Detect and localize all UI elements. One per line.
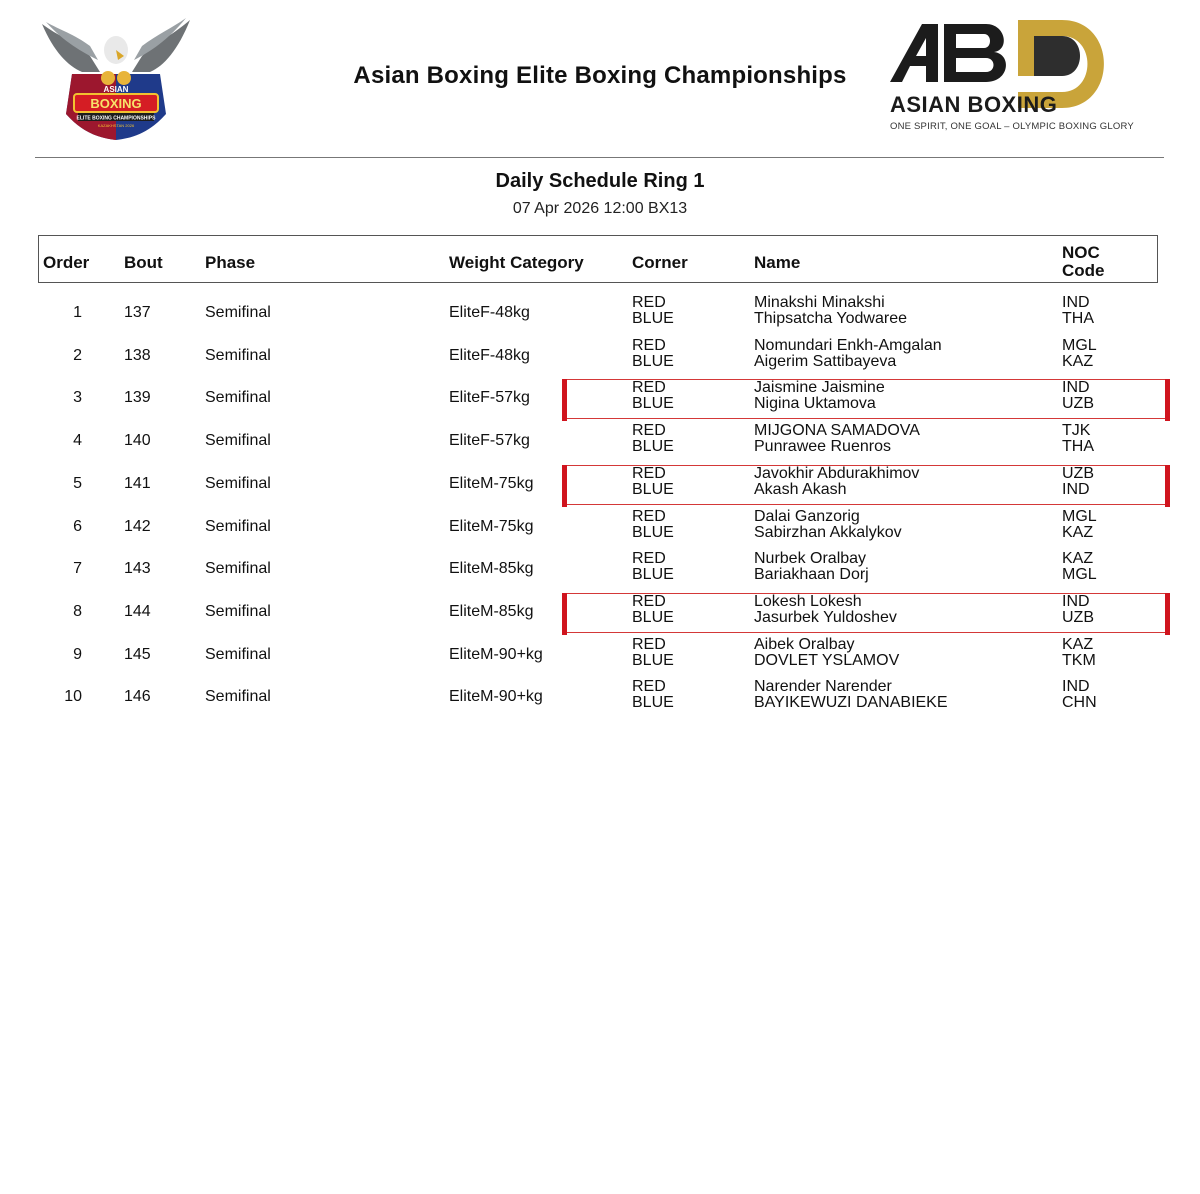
col-order-header: Order (43, 253, 90, 272)
cell-weight: EliteF-57kg (449, 389, 530, 407)
cell-noc (1062, 679, 1097, 711)
cell-noc-red: KAZ (1062, 635, 1094, 653)
asian-boxing-championships-logo (38, 16, 194, 142)
cell-weight: EliteM-75kg (449, 517, 534, 535)
cell-corner-red: RED (632, 592, 666, 610)
cell-name-blue: Punrawee Ruenros (754, 438, 891, 456)
cell-phase: Semifinal (205, 602, 271, 620)
cell-noc (1062, 551, 1097, 583)
table-row (38, 509, 1168, 549)
cell-weight: EliteM-85kg (449, 602, 534, 620)
table-row (38, 637, 1168, 677)
cell-name (754, 380, 885, 412)
cell-name (754, 509, 902, 541)
col-noc-header-line2: Code (1062, 261, 1105, 280)
cell-name-blue: Bariakhaan Dorj (754, 566, 869, 584)
logo-text-championships: ELITE BOXING CHAMPIONSHIPS (76, 115, 156, 122)
cell-noc (1062, 466, 1094, 498)
cell-name-red: Aibek Oralbay (754, 635, 855, 653)
cell-name-red: MIJGONA SAMADOVA (754, 422, 920, 440)
cell-noc (1062, 509, 1097, 541)
cell-name-blue: Jasurbek Yuldoshev (754, 608, 897, 626)
cell-corner-blue: BLUE (632, 352, 674, 370)
schedule-title: Daily Schedule Ring 1 (495, 170, 705, 192)
cell-name (754, 338, 942, 370)
cell-corner-blue: BLUE (632, 651, 674, 669)
cell-corner (632, 637, 674, 669)
cell-name (754, 423, 920, 455)
cell-order: 4 (73, 432, 82, 450)
cell-corner-blue: BLUE (632, 694, 674, 712)
cell-name-red: Lokesh Lokesh (754, 592, 862, 610)
cell-noc-blue: THA (1062, 438, 1094, 456)
cell-order: 2 (73, 346, 82, 364)
eagle-emblem-icon (42, 18, 190, 140)
cell-noc (1062, 295, 1094, 327)
cell-phase: Semifinal (205, 304, 271, 321)
cell-phase: Semifinal (205, 645, 271, 663)
table-row (38, 551, 1168, 591)
cell-phase: Semifinal (205, 517, 271, 535)
cell-name (754, 637, 899, 669)
cell-noc-blue: THA (1062, 310, 1094, 327)
cell-corner-red: RED (632, 422, 666, 440)
table-row (38, 679, 1168, 719)
cell-weight: EliteM-90+kg (449, 645, 543, 663)
cell-bout: 137 (124, 304, 151, 321)
cell-name-blue: DOVLET YSLAMOV (754, 651, 900, 669)
schedule-subtitle: 07 Apr 2026 12:00 BX13 (512, 200, 688, 217)
cell-name-blue: Nigina Uktamova (754, 395, 876, 413)
cell-noc-blue: KAZ (1062, 352, 1094, 370)
table-row (38, 594, 1168, 634)
cell-phase: Semifinal (205, 560, 271, 578)
cell-bout: 145 (124, 645, 151, 663)
cell-name (754, 679, 948, 711)
cell-corner (632, 295, 674, 327)
table-row (38, 380, 1168, 420)
cell-corner-blue: BLUE (632, 566, 674, 584)
cell-corner (632, 338, 674, 370)
abd-logo (886, 16, 1138, 136)
abd-logo-tagline: ONE SPIRIT, ONE GOAL – OLYMPIC BOXING GLORY (890, 121, 1134, 132)
cell-noc (1062, 637, 1096, 669)
abd-logo-name: ASIAN BOXING (890, 92, 1058, 117)
cell-corner (632, 466, 674, 498)
championship-title: Asian Boxing Elite Boxing Championships (353, 62, 847, 89)
cell-phase: Semifinal (205, 474, 271, 492)
cell-name-red: Minakshi Minakshi (754, 294, 885, 311)
col-weight-header: Weight Category (449, 253, 584, 272)
cell-name-red: Dalai Ganzorig (754, 507, 860, 525)
cell-noc (1062, 423, 1094, 455)
cell-phase: Semifinal (205, 389, 271, 407)
col-phase-header: Phase (205, 253, 256, 272)
logo-text-location: KAZAKHSTAN 2026 (97, 123, 135, 128)
cell-bout: 138 (124, 346, 151, 364)
cell-phase: Semifinal (205, 688, 271, 706)
cell-noc-red: MGL (1062, 336, 1097, 354)
header-divider (35, 157, 1164, 158)
col-corner-header: Corner (632, 253, 688, 272)
cell-corner-blue: BLUE (632, 310, 674, 327)
cell-bout: 142 (124, 517, 151, 535)
cell-corner-blue: BLUE (632, 395, 674, 413)
cell-bout: 146 (124, 688, 151, 706)
cell-weight: EliteM-85kg (449, 560, 534, 578)
cell-corner-red: RED (632, 550, 666, 568)
cell-name-blue: Sabirzhan Akkalykov (754, 523, 902, 541)
cell-noc-blue: UZB (1062, 395, 1094, 413)
table-row (38, 295, 1168, 335)
cell-noc-red: MGL (1062, 507, 1097, 525)
cell-corner-blue: BLUE (632, 480, 674, 498)
cell-weight: EliteF-57kg (449, 432, 530, 450)
cell-corner (632, 551, 674, 583)
cell-weight: EliteF-48kg (449, 346, 530, 364)
cell-noc-red: TJK (1062, 422, 1091, 440)
col-name-header: Name (754, 253, 801, 272)
table-header (38, 235, 1158, 283)
cell-corner-red: RED (632, 464, 666, 482)
cell-phase: Semifinal (205, 346, 271, 364)
cell-order: 10 (64, 688, 82, 706)
cell-corner-red: RED (632, 678, 666, 696)
cell-corner-blue: BLUE (632, 438, 674, 456)
cell-corner-red: RED (632, 507, 666, 525)
cell-bout: 141 (124, 474, 151, 492)
cell-weight: EliteM-75kg (449, 474, 534, 492)
cell-noc-red: KAZ (1062, 550, 1094, 568)
cell-noc (1062, 338, 1097, 370)
cell-noc-blue: IND (1062, 480, 1090, 498)
cell-noc-red: UZB (1062, 464, 1094, 482)
cell-bout: 139 (124, 389, 151, 407)
cell-name (754, 594, 897, 626)
table-row (38, 466, 1168, 506)
cell-name-red: Nurbek Oralbay (754, 550, 867, 568)
cell-name-blue: Thipsatcha Yodwaree (754, 310, 907, 327)
cell-noc (1062, 594, 1094, 626)
cell-order: 7 (73, 560, 82, 578)
cell-order: 3 (73, 389, 82, 407)
cell-corner (632, 423, 674, 455)
cell-corner-blue: BLUE (632, 608, 674, 626)
cell-order: 5 (73, 474, 82, 492)
logo-text-boxing: BOXING (90, 96, 142, 111)
cell-weight: EliteM-90+kg (449, 688, 543, 706)
cell-corner (632, 594, 674, 626)
cell-noc-red: IND (1062, 294, 1090, 311)
cell-phase: Semifinal (205, 432, 271, 450)
col-noc-header-line1: NOC (1062, 243, 1100, 262)
cell-corner-blue: BLUE (632, 523, 674, 541)
cell-order: 8 (73, 602, 82, 620)
cell-name (754, 295, 907, 327)
cell-corner (632, 380, 674, 412)
cell-name-blue: Akash Akash (754, 480, 847, 498)
cell-noc-red: IND (1062, 379, 1090, 397)
logo-text-asian: ASIAN (103, 85, 129, 94)
cell-bout: 144 (124, 602, 151, 620)
table-row (38, 423, 1168, 463)
cell-noc-blue: KAZ (1062, 523, 1094, 541)
cell-noc-blue: MGL (1062, 566, 1097, 584)
cell-order: 9 (73, 645, 82, 663)
cell-noc-red: IND (1062, 678, 1090, 696)
cell-corner (632, 509, 674, 541)
cell-corner-red: RED (632, 294, 666, 311)
cell-corner-red: RED (632, 635, 666, 653)
cell-corner-red: RED (632, 379, 666, 397)
cell-order: 1 (73, 304, 82, 321)
cell-noc-blue: UZB (1062, 608, 1094, 626)
cell-name-red: Narender Narender (754, 678, 892, 696)
cell-name-red: Javokhir Abdurakhimov (754, 464, 920, 482)
cell-weight: EliteF-48kg (449, 304, 530, 321)
cell-name (754, 551, 869, 583)
cell-noc (1062, 380, 1094, 412)
cell-bout: 143 (124, 560, 151, 578)
cell-name-red: Nomundari Enkh-Amgalan (754, 336, 942, 354)
col-noc-header (1062, 244, 1105, 280)
table-row (38, 338, 1168, 378)
cell-noc-blue: TKM (1062, 651, 1096, 669)
cell-corner (632, 679, 674, 711)
cell-name-blue: Aigerim Sattibayeva (754, 352, 897, 370)
cell-name-blue: BAYIKEWUZI DANABIEKE (754, 694, 948, 712)
cell-name (754, 466, 919, 498)
cell-noc-red: IND (1062, 592, 1090, 610)
cell-name-red: Jaismine Jaismine (754, 379, 885, 397)
col-bout-header: Bout (124, 253, 163, 272)
cell-corner-red: RED (632, 336, 666, 354)
cell-noc-blue: CHN (1062, 694, 1097, 712)
cell-order: 6 (73, 517, 82, 535)
cell-bout: 140 (124, 432, 151, 450)
